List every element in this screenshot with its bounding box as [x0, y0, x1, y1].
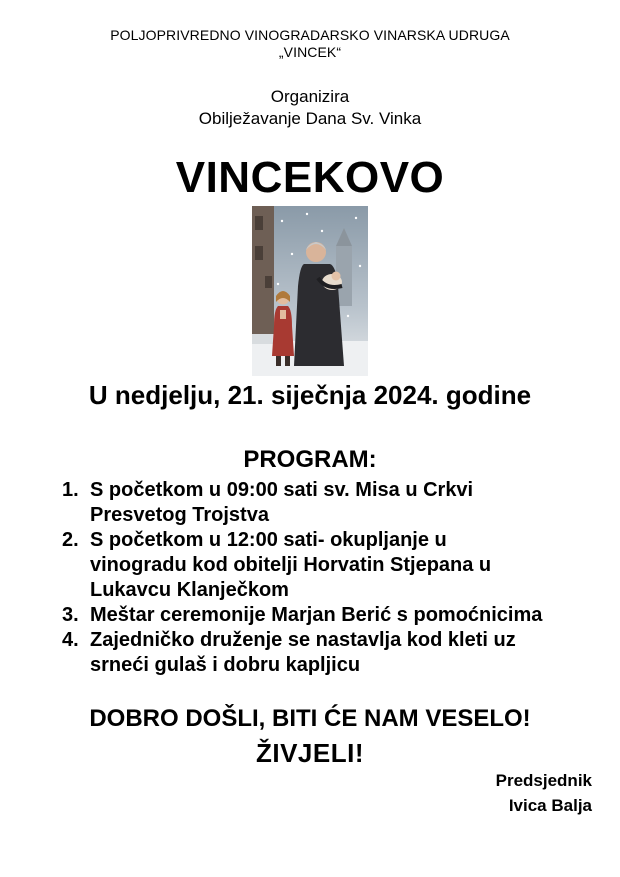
program-item-text-line: Meštar ceremonije Marjan Berić s pomoćnicima: [90, 604, 543, 626]
program-item-number: 1.: [62, 479, 79, 501]
cheer-message: ŽIVJELI!: [255, 738, 364, 768]
event-subtitle: Obilježavanje Dana Sv. Vinka: [198, 109, 422, 128]
program-item-number: 3.: [62, 604, 79, 626]
program-item-text-line: S početkom u 12:00 sati- okupljanje u: [90, 529, 447, 551]
signature-role: Predsjednik: [495, 771, 592, 790]
saint-vincent-picture: [252, 206, 368, 376]
program-item-text-line: Presvetog Trojstva: [90, 504, 269, 526]
program-item-2: [62, 528, 607, 603]
program-item-3: [62, 603, 607, 628]
signature-name: Ivica Balja: [508, 796, 592, 815]
program-item-text-line: S početkom u 09:00 sati sv. Misa u Crkvi: [90, 479, 474, 501]
event-title: VINCEKOVO: [175, 153, 445, 202]
organization-name-line-2: „VINCEK“: [278, 44, 342, 60]
program-item-1: [62, 478, 607, 528]
program-item-text-line: srneći gulaš i dobru kapljicu: [90, 654, 361, 676]
welcome-message: DOBRO DOŠLI, BITI ĆE NAM VESELO!: [89, 705, 531, 732]
program-item-text-line: vinogradu kod obitelji Horvatin Stjepana u: [90, 554, 492, 576]
program-item-4: [62, 628, 607, 678]
program-item-text-line: Lukavcu Klanječkom: [90, 579, 289, 601]
program-item-text-line: Zajedničko druženje se nastavlja kod kleti uz: [90, 629, 516, 651]
organization-name-line-1: POLJOPRIVREDNO VINOGRADARSKO VINARSKA UDRUGA: [110, 27, 510, 43]
program-item-number: 2.: [62, 529, 79, 551]
program-item-number: 4.: [62, 629, 79, 651]
event-date: U nedjelju, 21. siječnja 2024. godine: [88, 380, 532, 410]
program-heading: PROGRAM:: [243, 446, 377, 473]
organizes-label: Organizira: [270, 87, 350, 106]
program-list: [62, 478, 607, 678]
